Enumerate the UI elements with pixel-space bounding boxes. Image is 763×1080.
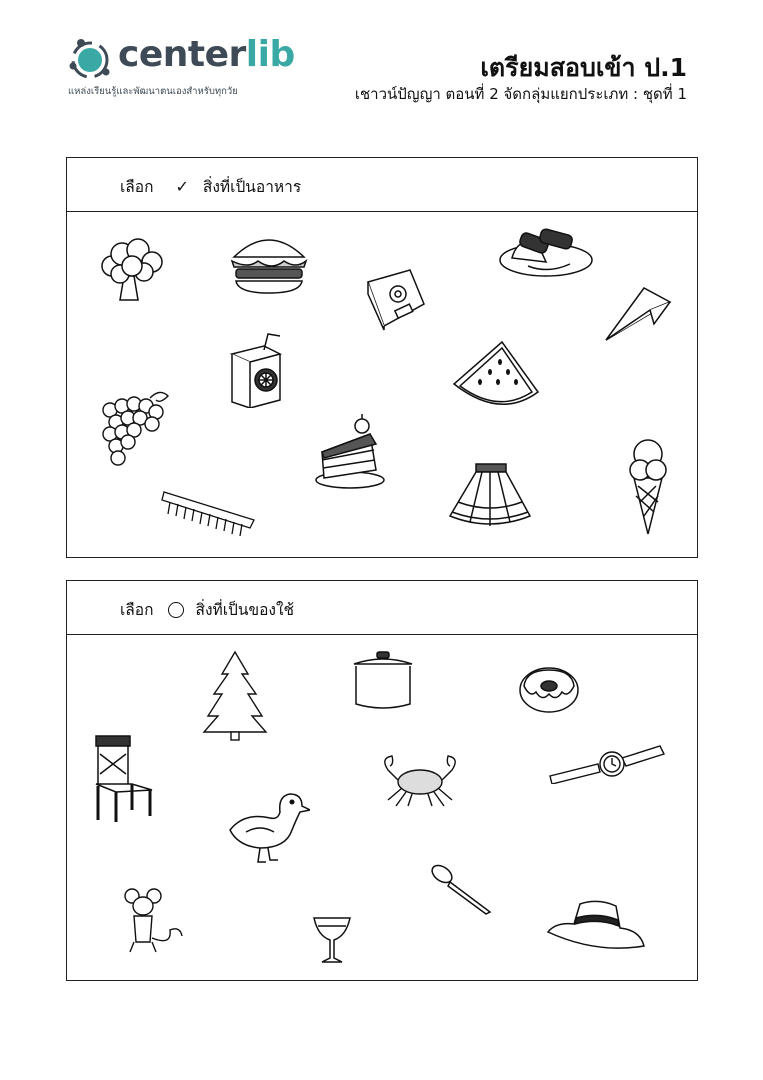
comb-icon[interactable]	[160, 486, 256, 546]
donut-icon[interactable]	[518, 666, 580, 714]
grapes-icon[interactable]	[98, 386, 172, 470]
duck-icon[interactable]	[226, 790, 310, 866]
circle-mark-icon	[168, 602, 184, 618]
chair-icon[interactable]	[92, 734, 156, 824]
section-utensils-instruction	[120, 597, 294, 622]
page-subtitle: เชาวน์ปัญญา ตอนที่ 2 จัดกลุ่มแยกประเภท : ชุดที่ 1	[354, 85, 687, 103]
section-food-header	[67, 158, 697, 212]
juice-box-icon[interactable]	[228, 332, 290, 408]
burger-icon[interactable]	[228, 227, 310, 297]
crab-icon[interactable]	[374, 750, 466, 808]
grilled-dish-icon[interactable]	[498, 222, 594, 280]
broccoli-icon[interactable]	[98, 236, 164, 304]
pencil-sharpener-icon[interactable]	[362, 264, 432, 334]
cooking-pot-icon[interactable]	[350, 650, 416, 712]
wristwatch-icon[interactable]	[548, 740, 668, 784]
page-title: เตรียมสอบเข้า ป.1	[480, 53, 687, 82]
logo-word-lib: lib	[245, 34, 295, 75]
section-utensils-header	[67, 581, 697, 635]
paper-plane-icon[interactable]	[604, 284, 672, 344]
ice-cream-cone-icon[interactable]	[626, 436, 670, 536]
cocktail-glass-icon[interactable]	[312, 914, 352, 968]
skirt-icon[interactable]	[446, 460, 534, 532]
check-mark-icon: ✓	[175, 177, 189, 196]
spoon-icon[interactable]	[428, 862, 494, 916]
cake-slice-icon[interactable]	[314, 414, 386, 490]
centerlib-logo	[68, 34, 298, 104]
hat-icon[interactable]	[546, 896, 646, 952]
logo-wordmark	[118, 34, 295, 75]
instruction-text: สิ่งที่เป็นอาหาร	[202, 178, 302, 196]
instruction-prefix: เลือก	[120, 601, 154, 619]
section-food-instruction	[120, 174, 301, 199]
logo-word-center: center	[118, 34, 246, 75]
pine-tree-icon[interactable]	[200, 650, 270, 742]
mouse-icon[interactable]	[120, 886, 184, 956]
logo-tagline: แหล่งเรียนรู้และพัฒนาตนเองสำหรับทุกวัย	[68, 86, 238, 97]
instruction-prefix: เลือก	[120, 178, 154, 196]
watermelon-icon[interactable]	[450, 340, 542, 414]
logo-molecule-icon	[68, 36, 114, 82]
instruction-text: สิ่งที่เป็นของใช้	[195, 601, 295, 619]
